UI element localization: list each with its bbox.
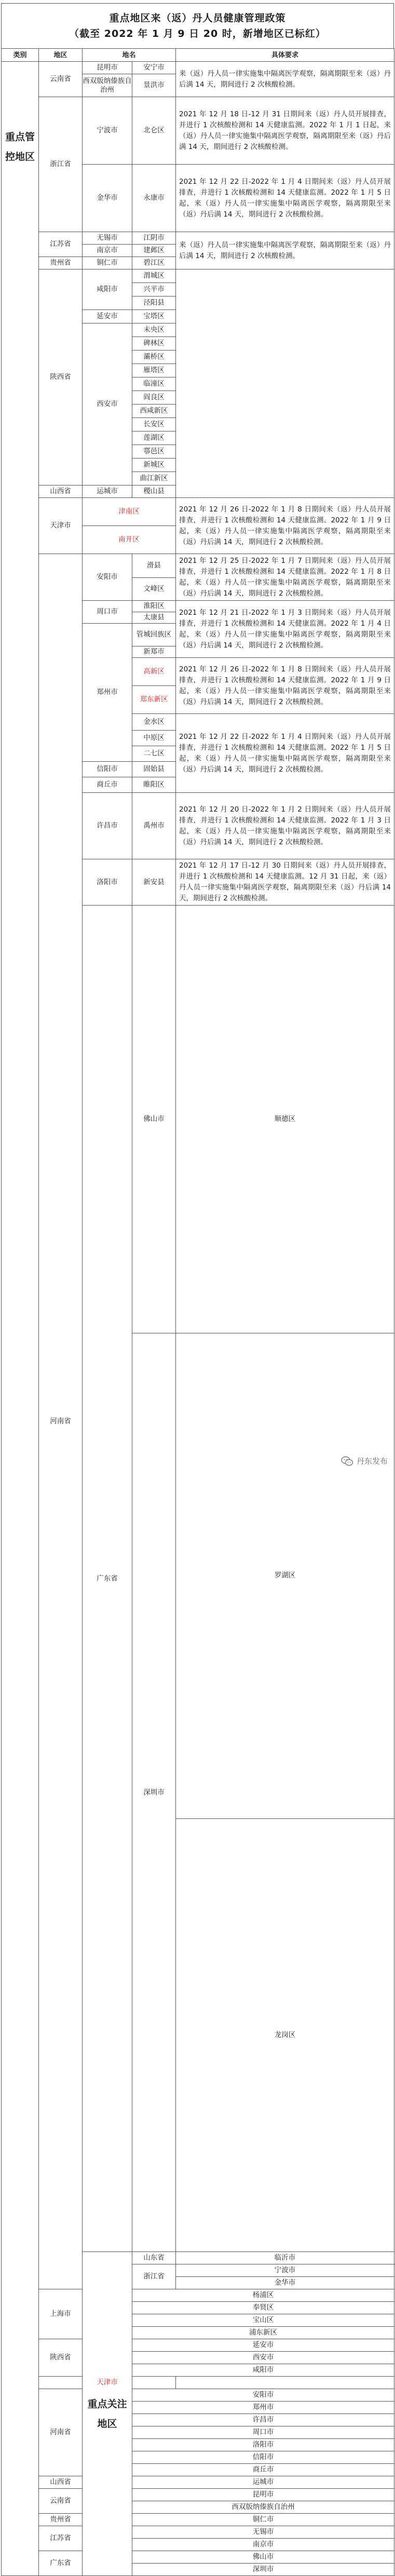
requirement-cell: 2021 年 12 月 22 日-2022 年 1 月 4 日期间来（返）丹人员开展排查，并进行 1 次核酸检测和 14 天健康监测。2022 年 1 月 5 日起，来（返）丹人员一律实施集中隔离医学观察，隔离期限至来（返）丹后满 14 天，期间进行 2 次核酸检测。 xyxy=(176,165,394,232)
city-cell: 宝山区 xyxy=(132,2314,394,2327)
district-cell: 北仑区 xyxy=(132,97,176,165)
district-cell: 宝塔区 xyxy=(132,310,176,323)
region-cell: 浙江省 xyxy=(132,2264,176,2289)
district-cell: 未央区 xyxy=(132,323,176,337)
title-line-2: （截至 2022 年 1 月 9 日 20 时，新增地区已标红） xyxy=(69,28,326,39)
region-cell: 云南省 xyxy=(39,2489,83,2514)
district-cell: 雁塔区 xyxy=(132,364,176,377)
city-cell: 临沂市 xyxy=(176,2252,394,2264)
city-cell: 奉贤区 xyxy=(132,2302,394,2314)
city-cell: 浦东新区 xyxy=(132,2327,394,2339)
category-attention: 重点关注地区 xyxy=(83,2252,132,2576)
city-cell: 商丘市 xyxy=(83,777,132,793)
table-row xyxy=(2,62,394,74)
district-cell: 永康市 xyxy=(132,165,176,232)
district-cell: 稷山县 xyxy=(132,485,176,498)
district-cell: 滑县 xyxy=(132,554,176,578)
city-cell: 杨浦区 xyxy=(132,2289,394,2302)
region-cell: 上海市 xyxy=(39,2289,83,2339)
district-cell: 罗湖区 xyxy=(176,1333,394,1819)
city-cell: 无锡市 xyxy=(83,232,132,245)
policy-table xyxy=(1,48,394,2576)
city-cell: 洛阳市 xyxy=(132,2439,394,2451)
watermark-text: 丹东发布 xyxy=(356,1456,388,1466)
region-cell: 天津市 xyxy=(39,498,83,554)
city-cell: 安阳市 xyxy=(83,554,132,601)
table-row xyxy=(2,498,394,526)
region-cell: 河南省 xyxy=(39,554,83,2289)
requirement-cell-empty xyxy=(176,269,394,498)
header-category: 类别 xyxy=(2,49,39,62)
city-cell: 无锡市 xyxy=(132,2526,394,2539)
requirement-cell: 2021 年 12 月 21 日-2022 年 1 月 3 日期间来（返）丹人员开展排查，并进行 1 次核酸检测和 14 天健康监测。2022 年 1 月 4 日起，来（返）丹人员一律实施集中隔离医学观察，隔离期限至来（返）丹后满 14 天，期间进行 2 次核酸检测。 xyxy=(176,601,394,658)
requirement-cell: 2021 年 12 月 26 日-2022 年 1 月 8 日期间来（返）丹人员开展排查，并进行 1 次核酸检测和 14 天健康监测。2022 年 1 月 9 日起，来（返）丹人员一律实施集中隔离医学观察，隔离期限至来（返）丹后满 14 天，期间进行 2 次核酸检测。 xyxy=(176,498,394,554)
city-cell: 西双版纳傣族自治州 xyxy=(132,2501,394,2514)
city-cell: 运城市 xyxy=(132,2476,394,2489)
region-cell: 浙江省 xyxy=(39,97,83,232)
region-cell: 贵州省 xyxy=(39,257,83,269)
district-cell: 泾阳县 xyxy=(132,296,176,310)
district-cell: 景洪市 xyxy=(132,74,176,97)
city-cell: 周口市 xyxy=(83,601,132,624)
district-cell: 建邺区 xyxy=(132,245,176,257)
city-cell: 咸阳市 xyxy=(83,269,132,310)
region-cell: 贵州省 xyxy=(39,2514,83,2526)
wechat-icon xyxy=(341,1456,353,1466)
region-cell: 广东省 xyxy=(39,2551,83,2576)
city-cell: 深圳市 xyxy=(132,1333,176,2252)
district-cell: 曲江新区 xyxy=(132,472,176,485)
city-cell: 延安市 xyxy=(132,2339,394,2352)
title-line-1: 重点地区来（返）丹人员健康管理政策 xyxy=(109,12,286,24)
district-cell: 中原区 xyxy=(132,731,176,746)
city-cell: 金华市 xyxy=(83,165,132,232)
region-cell: 江苏省 xyxy=(39,2526,83,2551)
city-cell: 深圳市 xyxy=(132,2564,394,2576)
requirement-cell: 2021 年 12 月 26 日-2022 年 1 月 8 日期间来（返）丹人员开展排查，并进行 1 次核酸检测和 14 天健康监测。2022 年 1 月 9 日起，来（返）丹人员一律实施集中隔离医学观察，隔离期限至来（返）丹后满 14 天，期间进行 2 次核酸检测。 xyxy=(176,658,394,714)
city-cell: 南京市 xyxy=(132,2539,394,2551)
requirement-cell: 2021 年 12 月 17 日-12 月 30 日期间来（返）丹人员开展排查，并进行 1 次核酸检测和 14 天健康监测。12 月 31 日起，来（返）丹人员一律实施集中隔离医学观察，隔离期限至来（返）丹后满 14 天，期间进行 2 次核酸检测。 xyxy=(176,859,394,906)
district-cell: 文峰区 xyxy=(132,578,176,601)
district-cell: 长安区 xyxy=(132,418,176,431)
district-cell: 金水区 xyxy=(132,714,176,731)
region-cell: 河南省 xyxy=(39,2389,83,2476)
table-row xyxy=(2,2551,394,2564)
table-row xyxy=(2,2489,394,2501)
city-cell: 商丘市 xyxy=(132,2464,394,2476)
district-cell: 西咸新区 xyxy=(132,404,176,418)
city-cell: 宁波市 xyxy=(176,2264,394,2277)
district-cell: 顺德区 xyxy=(176,906,394,1333)
region-cell: 陕西省 xyxy=(39,2339,83,2377)
table-row xyxy=(2,2289,394,2302)
table-header-row xyxy=(2,49,394,62)
region-cell: 山西省 xyxy=(39,485,83,498)
district-cell: 碑林区 xyxy=(132,337,176,350)
document-title xyxy=(1,3,394,48)
district-cell: 兴平市 xyxy=(132,283,176,296)
table-row xyxy=(2,2389,394,2402)
table-row xyxy=(2,2476,394,2489)
district-cell: 莲湖区 xyxy=(132,431,176,445)
district-cell: 江阴市 xyxy=(132,232,176,245)
table-row xyxy=(2,554,394,578)
city-cell: 运城市 xyxy=(83,485,132,498)
requirement-cell: 来（返）丹人员一律实施集中隔离医学观察，隔离期限至来（返）丹后满 14 天，期间进行 2 次核酸检测。 xyxy=(176,62,394,97)
district-cell: 碧江区 xyxy=(132,257,176,269)
requirement-cell: 2021 年 12 月 18 日-12 月 31 日期间来（返）丹人员开展排查，并进行 1 次核酸检测和 14 天健康监测。2022 年 1 月 1 日起，来（返）丹人员一律实施集中隔离医学观察，隔离期限至来（返）丹后满 14 天，期间进行 2 次核酸检测。 xyxy=(176,97,394,165)
district-cell: 新郑市 xyxy=(132,646,176,658)
table-row xyxy=(2,2339,394,2352)
table-row xyxy=(2,2526,394,2539)
district-cell: 淮阳区 xyxy=(132,601,176,612)
city-cell: 南京市 xyxy=(83,245,132,257)
table-row xyxy=(2,232,394,245)
region-cell: 陕西省 xyxy=(39,269,83,485)
region-cell: 山东省 xyxy=(132,2252,176,2264)
district-cell: 睢阳区 xyxy=(132,777,176,793)
city-cell: 郑州市 xyxy=(83,624,132,762)
city-cell: 佛山市 xyxy=(132,906,176,1333)
city-cell: 周口市 xyxy=(132,2426,394,2439)
region-cell: 山西省 xyxy=(39,2476,83,2489)
district-cell-new: 南开区 xyxy=(83,526,176,554)
region-cell-new: 天津市 xyxy=(39,2377,176,2389)
watermark xyxy=(341,1455,388,1466)
district-cell: 新安县 xyxy=(132,859,176,906)
district-cell: 鄠邑区 xyxy=(132,445,176,458)
region-cell: 云南省 xyxy=(39,62,83,97)
district-cell: 二七区 xyxy=(132,746,176,762)
region-cell: 广东省 xyxy=(83,906,132,2252)
district-cell: 渭城区 xyxy=(132,269,176,283)
district-cell: 阎良区 xyxy=(132,391,176,404)
district-cell: 固始县 xyxy=(132,762,176,777)
district-cell: 管城回族区 xyxy=(132,624,176,646)
city-cell: 铜仁市 xyxy=(83,257,132,269)
region-cell: 江苏省 xyxy=(39,232,83,257)
city-cell: 佛山市 xyxy=(132,2551,394,2564)
district-cell-new: 郑东新区 xyxy=(132,686,176,714)
city-cell: 洛阳市 xyxy=(83,859,132,906)
district-cell: 新城区 xyxy=(132,458,176,472)
city-cell: 宁波市 xyxy=(83,97,132,165)
city-cell: 安阳市 xyxy=(132,2389,394,2402)
category-control: 重点管控地区 xyxy=(2,62,39,2576)
city-cell: 西安市 xyxy=(83,323,132,485)
city-cell: 延安市 xyxy=(83,310,132,323)
header-region: 地区 xyxy=(39,49,83,62)
district-cell: 灞桥区 xyxy=(132,350,176,364)
table-row xyxy=(2,2514,394,2526)
city-cell: 信阳市 xyxy=(132,2451,394,2464)
table-row xyxy=(2,2377,394,2389)
district-cell: 龙岗区 xyxy=(176,1818,394,2251)
district-cell: 太康县 xyxy=(132,612,176,624)
city-cell: 郑州市 xyxy=(132,2402,394,2414)
district-cell-new: 高新区 xyxy=(132,658,176,686)
district-cell: 安宁市 xyxy=(132,62,176,74)
policy-document xyxy=(1,3,394,2576)
city-cell: 西双版纳傣族自治州 xyxy=(83,74,132,97)
header-requirement: 具体要求 xyxy=(176,49,394,62)
city-cell: 许昌市 xyxy=(83,793,132,859)
requirement-cell: 来（返）丹人员一律实施集中隔离医学观察，隔离期限至来（返）丹后满 14 天，期间进行 2 次核酸检测。 xyxy=(176,232,394,269)
city-cell: 许昌市 xyxy=(132,2414,394,2426)
header-place: 地名 xyxy=(83,49,176,62)
city-cell: 信阳市 xyxy=(83,762,132,777)
city-cell: 昆明市 xyxy=(83,62,132,74)
district-cell-new: 津南区 xyxy=(83,498,176,526)
district-cell: 临潼区 xyxy=(132,377,176,391)
city-cell: 西安市 xyxy=(132,2352,394,2364)
requirement-cell: 2021 年 12 月 22 日-2022 年 1 月 4 日期间来（返）丹人员开展排查，并进行 1 次核酸检测和 14 天健康监测。2022 年 1 月 5 日起，来（返）丹人员一律实施集中隔离医学观察，隔离期限至来（返）丹后满 14 天，期间进行 2 次核酸检测。 xyxy=(176,714,394,793)
table-row xyxy=(2,269,394,283)
requirement-cell: 2021 年 12 月 25 日-2022 年 1 月 7 日期间来（返）丹人员开展排查，并进行 1 次核酸检测和 14 天健康监测。2022 年 1 月 8 日起，来（返）丹人员一律实施集中隔离医学观察，隔离期限至来（返）丹后满 14 天，期间进行 2 次核酸检测。 xyxy=(176,554,394,601)
district-cell: 禹州市 xyxy=(132,793,176,859)
city-cell: 金华市 xyxy=(176,2277,394,2289)
table-row xyxy=(2,97,394,165)
city-cell: 咸阳市 xyxy=(132,2364,394,2377)
city-cell: 铜仁市 xyxy=(132,2514,394,2526)
requirement-cell: 2021 年 12 月 20 日-2022 年 1 月 2 日期间来（返）丹人员开展排查，并进行 1 次核酸检测和 14 天健康监测。2022 年 1 月 3 日起，来（返）丹人员一律实施集中隔离医学观察，隔离期限至来（返）丹后满 14 天，期间进行 2 次核酸检测。 xyxy=(176,793,394,859)
city-cell: 昆明市 xyxy=(132,2489,394,2501)
